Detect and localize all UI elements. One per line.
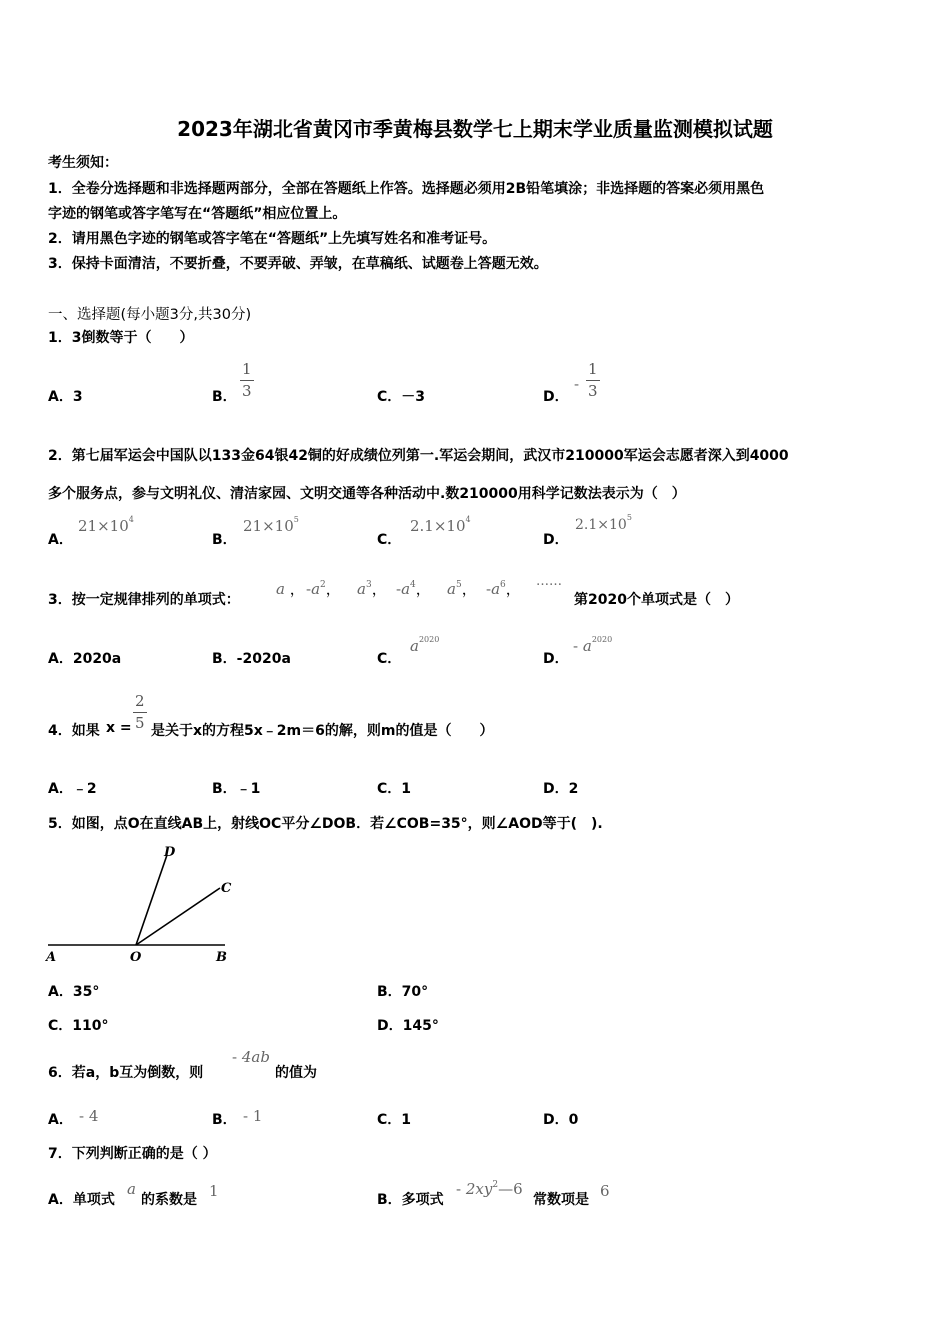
q6-option-b-value: - 1 <box>243 1107 263 1125</box>
term-exponent: 2 <box>320 580 326 590</box>
q2-option-d-expr <box>575 513 632 533</box>
q3-term-1: a ， <box>276 580 305 598</box>
q7-option-a-mid: 的系数是 <box>141 1192 197 1208</box>
q6-option-b-label: B． <box>212 1112 237 1128</box>
q7-option-a-var: a <box>127 1180 136 1198</box>
q1-option-b-label: B． <box>212 389 237 405</box>
term-var: a <box>491 580 501 598</box>
q3-stem-post: 第2020个单项式是（ ） <box>574 592 739 608</box>
q1-stem: 1．3倒数等于（ ） <box>48 330 194 346</box>
q1-option-d-fraction <box>586 362 600 399</box>
q3-term-2: $-a^2$， <box>306 580 341 598</box>
fraction-numerator: 1 <box>240 362 254 381</box>
q1-option-d-sign: - <box>574 375 580 393</box>
q6-option-a-value: - 4 <box>79 1107 99 1125</box>
page-title: 2023年湖北省黄冈市季黄梅县数学七上期末学业质量监测模拟试题 <box>177 117 773 141</box>
q1-option-d-label: D． <box>543 389 569 405</box>
q4-option-c: C．1 <box>377 781 412 797</box>
q7-option-a-value: 1 <box>209 1182 219 1200</box>
term-var: a <box>276 580 285 598</box>
q1-option-a: A．3 <box>48 389 83 405</box>
q2-stem-line-2: 多个服务点，参与文明礼仪、清洁家园、文明交通等各种活动中.数210000用科学记数法表示为（ ） <box>48 486 686 502</box>
q3-term-5: $a^5$， <box>447 580 477 598</box>
q4-option-d: D．2 <box>543 781 579 797</box>
term-exponent: 4 <box>410 580 416 590</box>
q5-option-a: A．35° <box>48 984 100 1000</box>
expr-exponent: 2020 <box>418 635 440 644</box>
q3-option-d-label: D． <box>543 651 569 667</box>
q1-option-b-fraction <box>240 362 254 399</box>
q6-expression <box>232 1048 270 1066</box>
term-var: a <box>447 580 456 598</box>
q3-term-6: $-a^6$， <box>486 580 521 598</box>
expr-exponent: 4 <box>465 515 471 524</box>
q4-stem-pre: 4．如果 <box>48 723 100 739</box>
term-var: a <box>401 580 411 598</box>
fraction-denominator: 3 <box>242 382 252 400</box>
q1-option-c: C．－3 <box>377 389 426 405</box>
label-c: C <box>221 881 232 896</box>
q4-stem-post: 是关于x的方程5x﹣2m＝6的解，则m的值是（ ） <box>151 723 494 739</box>
ray-oc <box>136 888 220 945</box>
q6-option-a-label: A． <box>48 1112 73 1128</box>
q7-option-b-value: 6 <box>600 1182 610 1200</box>
term-sign: - <box>486 580 492 598</box>
q3-term-4: $-a^4$， <box>396 580 431 598</box>
q6-option-c: C．1 <box>377 1112 412 1128</box>
expr-base: 2.1×10 <box>410 517 466 535</box>
notice-line-1b: 字迹的钢笔或答字笔写在“答题纸”相应位置上。 <box>48 206 347 222</box>
q3-option-c-label: C． <box>377 651 402 667</box>
q2-stem-line-1: 2．第七届军运会中国队以133金64银42铜的好成绩位列第一.军运会期间，武汉市210000军运会志愿者深入到4000 <box>48 448 789 464</box>
expr-sign: - <box>573 637 579 655</box>
q4-fraction <box>133 694 147 731</box>
expr-base: 2.1×10 <box>575 517 627 533</box>
q3-term-3: $a^3$， <box>357 580 387 598</box>
q3-option-d-expr <box>573 637 612 655</box>
label-b: B <box>216 950 227 965</box>
label-o: O <box>130 950 142 965</box>
label-d: D <box>164 845 176 860</box>
notice-line-3: 3．保持卡面清洁，不要折叠，不要弄破、弄皱，在草稿纸、试题卷上答题无效。 <box>48 256 548 272</box>
term-exponent: 5 <box>455 580 462 590</box>
q5-option-d: D．145° <box>377 1018 439 1034</box>
q4-option-a: A．﹣2 <box>48 781 97 797</box>
fraction-denominator: 3 <box>588 382 598 400</box>
q2-option-b-expr <box>243 517 299 535</box>
q3-ellipsis: …… <box>536 574 562 589</box>
q7-stem: 7．下列判断正确的是（ ） <box>48 1146 217 1162</box>
expr-sign: - <box>456 1180 462 1198</box>
q4-option-b: B．﹣1 <box>212 781 261 797</box>
term-sign: - <box>396 580 402 598</box>
q2-option-a-expr <box>78 517 134 535</box>
expr-exponent: 4 <box>128 515 134 524</box>
q2-option-b-label: B． <box>212 532 237 548</box>
fraction-denominator: 5 <box>135 714 145 732</box>
q3-option-c-expr <box>410 637 439 655</box>
term-exponent: 6 <box>500 580 506 590</box>
q3-option-a: A．2020a <box>48 651 122 667</box>
expr-base: 21×10 <box>78 517 129 535</box>
q2-option-a-label: A． <box>48 532 73 548</box>
q6-option-d: D．0 <box>543 1112 579 1128</box>
expr-body: 2xy <box>465 1180 493 1198</box>
label-a: A <box>46 950 57 965</box>
term-var: a <box>311 580 321 598</box>
notice-line-1a: 1．全卷分选择题和非选择题两部分，全部在答题纸上作答。选择题必须用2B铅笔填涂；非选择题的答案必须用黑色 <box>48 181 765 197</box>
expr-base: 21×10 <box>243 517 294 535</box>
q4-x-equals: x = <box>106 720 132 736</box>
term-sign: - <box>306 580 312 598</box>
q7-option-b-mid: 常数项是 <box>533 1192 589 1208</box>
q2-option-c-label: C． <box>377 532 402 548</box>
q3-stem-pre: 3．按一定规律排列的单项式： <box>48 592 240 608</box>
fraction-numerator: 1 <box>586 362 600 381</box>
expr-exponent: 2020 <box>591 635 613 644</box>
q3-option-b: B．-2020a <box>212 651 291 667</box>
q5-figure <box>40 840 240 965</box>
expr-body: 4ab <box>241 1048 270 1066</box>
expr-exponent: 5 <box>626 513 632 522</box>
expr-var: a <box>410 637 419 655</box>
q5-option-c: C．110° <box>48 1018 109 1034</box>
q2-option-d-label: D． <box>543 532 569 548</box>
term-exponent: 3 <box>365 580 372 590</box>
section-heading: 一、选择题(每小题3分,共30分) <box>48 307 252 323</box>
q7-option-b-expr <box>456 1180 523 1198</box>
expr-tail: —6 <box>498 1180 523 1198</box>
q5-stem: 5．如图，点O在直线AB上，射线OC平分∠DOB．若∠COB=35°，则∠AOD等于( ). <box>48 816 603 832</box>
q5-option-b: B．70° <box>377 984 429 1000</box>
q2-option-c-expr <box>410 517 471 535</box>
q6-stem-pre: 6．若a，b互为倒数，则 <box>48 1065 204 1081</box>
fraction-numerator: 2 <box>133 694 147 713</box>
q6-stem-post: 的值为 <box>275 1065 317 1081</box>
expr-var: a <box>582 637 592 655</box>
expr-exponent: 5 <box>293 515 299 524</box>
notice-line-2: 2．请用黑色字迹的钢笔或答字笔在“答题纸”上先填写姓名和准考证号。 <box>48 231 497 247</box>
ray-od <box>136 855 167 945</box>
expr-sign: - <box>232 1048 238 1066</box>
notice-heading: 考生须知： <box>48 155 118 171</box>
q7-option-b-pre: B．多项式 <box>377 1192 444 1208</box>
term-var: a <box>357 580 366 598</box>
expr-exponent: 2 <box>492 1180 499 1190</box>
q7-option-a-pre: A．单项式 <box>48 1192 115 1208</box>
